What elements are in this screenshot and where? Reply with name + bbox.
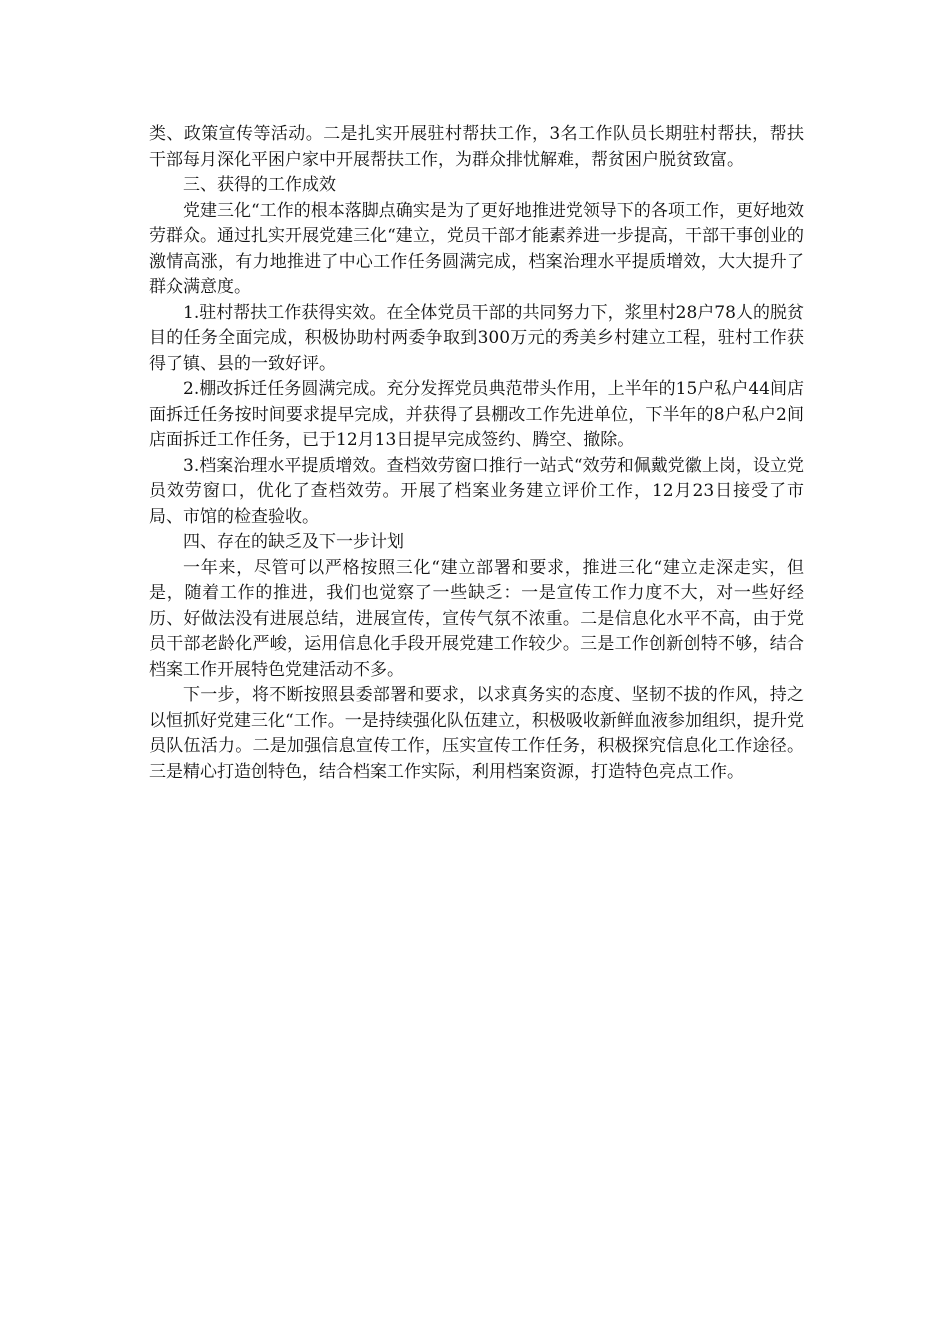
paragraph-continued: 类、政策宣传等活动。二是扎实开展驻村帮扶工作，3名工作队员长期驻村帮扶，帮扶干部每月深化平困户家中开展帮扶工作，为群众排忧解难，帮贫困户脱贫致富。 [149, 124, 804, 170]
paragraph-next-steps: 下一步，将不断按照县委部署和要求，以求真务实的态度、坚韧不拔的作风，持之以恒抓好党建三化“工作。一是持续强化队伍建立，积极吸收新鲜血液参加组织，提升党员队伍活力。二是加强信息宣传工作，压实宣传工作任务，积极探究信息化工作途径。三是精心打造创特色，结合档案工作实际，利用档案资源，打造特色亮点工作。 [149, 685, 804, 782]
document-body [149, 122, 804, 785]
paragraph-result-1: 1.驻村帮扶工作获得实效。在全体党员干部的共同努力下，浆里村28户78人的脱贫目的任务全面完成，积极协助村两委争取到300万元的秀美乡村建立工程，驻村工作获得了镇、县的一致好评。 [149, 302, 804, 374]
paragraph-shortcomings: 一年来，尽管可以严格按照三化“建立部署和要求，推进三化“建立走深走实，但是，随着工作的推进，我们也觉察了一些缺乏：一是宣传工作力度不大，对一些好经历、好做法没有进展总结，进展宣传，宣传气氛不浓重。二是信息化水平不高，由于党员干部老龄化严峻，运用信息化手段开展党建工作较少。三是工作创新创特不够，结合档案工作开展特色党建活动不多。 [149, 557, 804, 680]
paragraph-results-intro: 党建三化“工作的根本落脚点确实是为了更好地推进党领导下的各项工作，更好地效劳群众。通过扎实开展党建三化“建立，党员干部才能素养进一步提高，干部干事创业的激情高涨，有力地推进了中心工作任务圆满完成，档案治理水平提质增效，大大提升了群众满意度。 [149, 200, 804, 297]
paragraph-result-2: 2.棚改拆迁任务圆满完成。充分发挥党员典范带头作用，上半年的15户私户44间店面拆迁任务按时间要求提早完成，并获得了县棚改工作先进单位，下半年的8户私户2间店面拆迁工作任务，已于12月13日提早完成签约、腾空、撤除。 [149, 379, 804, 450]
section-heading-shortcomings: 四、存在的缺乏及下一步计划 [183, 532, 404, 552]
section-heading-results: 三、获得的工作成效 [183, 175, 336, 195]
paragraph-result-3: 3.档案治理水平提质增效。查档效劳窗口推行一站式“效劳和佩戴党徽上岗，设立党员效劳窗口，优化了查档效劳。开展了档案业务建立评价工作，12月23日接受了市局、市馆的检查验收。 [149, 455, 804, 527]
